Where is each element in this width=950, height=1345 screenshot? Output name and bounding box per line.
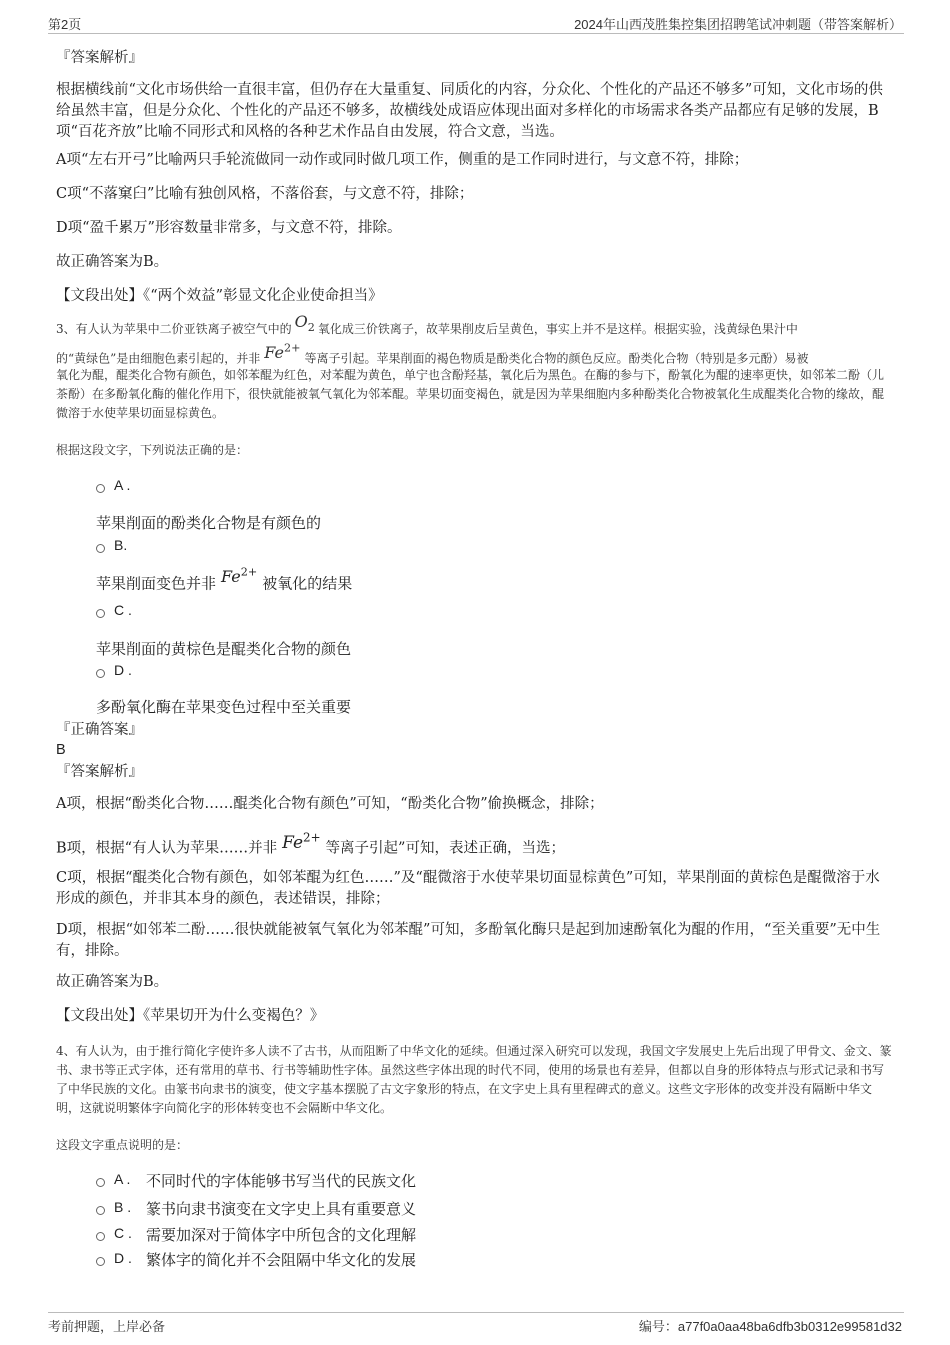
q3-analysis-b-after: 等离子引起”可知，表述正确，当选；	[325, 840, 565, 857]
q3-analysis-heading: 『答案解析』	[56, 764, 143, 780]
q3-option-b-radio[interactable]	[96, 544, 105, 553]
footer-slogan: 考前押题，上岸必备	[48, 1319, 166, 1334]
q4-option-b-text: 篆书向隶书演变在文字史上具有重要意义	[146, 1200, 417, 1218]
q4-prompt: 这段文字重点说明的是：	[56, 1138, 189, 1152]
q4-option-a-text: 不同时代的字体能够书写当代的民族文化	[146, 1172, 417, 1190]
o2-subscript: 2	[307, 321, 315, 335]
fe-formula	[264, 343, 300, 362]
q4-option-c-letter: C .	[114, 1225, 132, 1241]
q4-option-b-letter: B .	[114, 1199, 132, 1215]
q3-option-a-text: 苹果削面的酚类化合物是有颜色的	[96, 514, 322, 532]
q2-analysis-c: C项“不落窠臼”比喻有独创风格，不落俗套，与文意不符，排除；	[56, 186, 474, 202]
q3-stem-line1	[56, 312, 896, 343]
q2-analysis-d: D项“盈千累万”形容数量非常多，与文意不符，排除。	[56, 220, 402, 236]
q4-option-a-radio[interactable]	[96, 1178, 105, 1187]
q2-analysis-heading: 『答案解析』	[56, 50, 143, 66]
q4-option-d-text: 繁体字的简化并不会阻隔中华文化的发展	[146, 1251, 417, 1269]
footer-code	[639, 1316, 902, 1335]
q4-option-a-letter: A .	[114, 1171, 131, 1187]
q3-option-c-letter: C .	[114, 602, 132, 618]
q3-analysis-d: D项，根据“如邻苯二酚……很快就能被氧气氧化为邻苯醌”可知，多酚氧化酶只是起到加速酚氧化为醌的作用，“至关重要”无中生有，排除。	[56, 922, 881, 959]
q3-stem-line2	[56, 343, 896, 368]
q4-stem: 4、有人认为，由于推行简化字使许多人读不了古书，从而阻断了中华文化的延续。但通过深入研究可以发现，我国文字发展史上先后出现了甲骨文、金文、篆书、隶书等正式字体，还有常用的草书、行书等辅助性字体。虽然这些字体出现的时代不同，使用的场景也有差异，但都以自身的形体特点与形式记录和书写了中华民族的文化。由篆书向隶书的演变，使文字基本摆脱了古文字象形的特点，在文字史上具有里程碑式的意义。这些文字形体的改变并没有隔断中华文明，这就说明繁体字向简化字的形体转变也不会隔断中华文化。	[56, 1044, 892, 1115]
fe-formula-analysis	[282, 830, 321, 853]
q3-stem-line2a: 的“黄绿色”是由细胞色素引起的，并非	[56, 351, 261, 366]
fe-base-analysis: Fe	[282, 832, 304, 853]
q3-correct-answer: B	[56, 742, 66, 758]
q3-analysis-b-before: B项，根据“有人认为苹果……并非	[56, 840, 278, 857]
fe-formula-option-b	[221, 567, 257, 586]
q3-option-c-text: 苹果削面的黄棕色是醌类化合物的颜色	[96, 640, 352, 658]
document-title: 2024年山西茂胜集控集团招聘笔试冲刺题（带答案解析）	[574, 17, 902, 32]
fe-superscript-analysis: 2+	[303, 830, 321, 844]
q3-correct-heading: 『正确答案』	[56, 722, 143, 738]
q3-option-b-before: 苹果削面变色并非	[96, 574, 217, 593]
q3-option-d-letter: D .	[114, 662, 132, 678]
fe-superscript: 2+	[283, 342, 301, 355]
q3-option-d-text: 多酚氧化酶在苹果变色过程中至关重要	[96, 698, 352, 716]
q3-stem-part1: 3、有人认为苹果中二价亚铁离子被空气中的	[56, 322, 292, 336]
q4-option-d-radio[interactable]	[96, 1257, 105, 1266]
footer-code-label: 编号：	[638, 1319, 678, 1334]
q4-option-b-radio[interactable]	[96, 1206, 105, 1215]
fe-superscript-b: 2+	[240, 566, 258, 579]
q2-analysis-a: A项“左右开弓”比喻两只手轮流做同一动作或同时做几项工作，侧重的是工作同时进行，与文意不符，排除；	[56, 152, 749, 168]
page-number: 第2页	[48, 17, 82, 32]
q3-analysis-c: C项，根据“醌类化合物有颜色，如邻苯醌为红色……”及“醌微溶于水使苹果切面显棕黄色”可知，苹果削面的黄棕色是醌微溶于水形成的颜色，并非其本身的颜色，表述错误，排除；	[56, 870, 880, 907]
header-divider	[48, 33, 904, 34]
footer-divider	[48, 1312, 904, 1313]
q3-stem-part2: 氧化成三价铁离子，故苹果削皮后呈黄色，事实上并不是这样。根据实验，浅黄绿色果汁中	[317, 322, 798, 336]
q3-option-b-letter: B.	[114, 537, 128, 553]
q4-option-c-text: 需要加深对于简体字中所包含的文化理解	[146, 1226, 417, 1244]
q3-stem-line2b: 等离子引起。苹果削面的褐色物质是酚类化合物的颜色反应。酚类化合物（特别是多元酚）易被	[304, 351, 809, 366]
q3-analysis-a: A项，根据“酚类化合物……醌类化合物有颜色”可知，“酚类化合物”偷换概念，排除；	[56, 796, 604, 812]
footer-code-value: a77f0a0aa48ba6dfb3b0312e99581d32	[677, 1319, 902, 1334]
fe-base-b: Fe	[221, 567, 241, 587]
q3-option-b-text	[96, 566, 353, 593]
q3-conclusion: 故正确答案为B。	[56, 974, 169, 990]
q3-prompt: 根据这段文字，下列说法正确的是：	[56, 443, 249, 457]
fe-base: Fe	[264, 343, 284, 363]
q3-option-d-radio[interactable]	[96, 669, 105, 678]
o2-formula	[294, 312, 315, 335]
q3-option-c-radio[interactable]	[96, 609, 105, 618]
q4-option-d-letter: D .	[114, 1250, 132, 1266]
q3-option-b-after: 被氧化的结果	[262, 574, 353, 593]
q3-option-a-radio[interactable]	[96, 484, 105, 493]
q4-option-c-radio[interactable]	[96, 1232, 105, 1241]
q3-option-a-letter: A .	[114, 477, 131, 493]
q3-source: 【文段出处】《苹果切开为什么变褐色？》	[56, 1008, 325, 1024]
q2-conclusion: 故正确答案为B。	[56, 254, 169, 270]
q2-source: 【文段出处】《“两个效益”彰显文化企业使命担当》	[56, 288, 383, 304]
q3-analysis-b	[56, 832, 896, 860]
q2-analysis-main: 根据横线前“文化市场供给一直很丰富，但仍存在大量重复、同质化的内容，分众化、个性化的产品还不够多”可知，文化市场的供给虽然丰富，但是分众化、个性化的产品还不够多，故横线处成语应体现出面对多样化的市场需求各类产品都应有足够的发展，B项“百花齐放”比喻不同形式和风格的各种艺术作品自由发展，符合文意，当选。	[56, 82, 883, 140]
q3-stem-rest: 氧化为醌，醌类化合物有颜色，如邻苯醌为红色，对苯醌为黄色，单宁也含酚羟基，氧化后为黑色。在酶的参与下，酚氧化为醌的速率更快，如邻苯二酚（儿茶酚）在多酚氧化酶的催化作用下，很快就能被氧气氧化为邻苯醌。苹果切面变褐色，就是因为苹果细胞内多种酚类化合物被氧化生成醌类化合物的缘故，醌微溶于水使苹果切面显棕黄色。	[56, 368, 885, 420]
o2-base: O	[294, 312, 308, 331]
